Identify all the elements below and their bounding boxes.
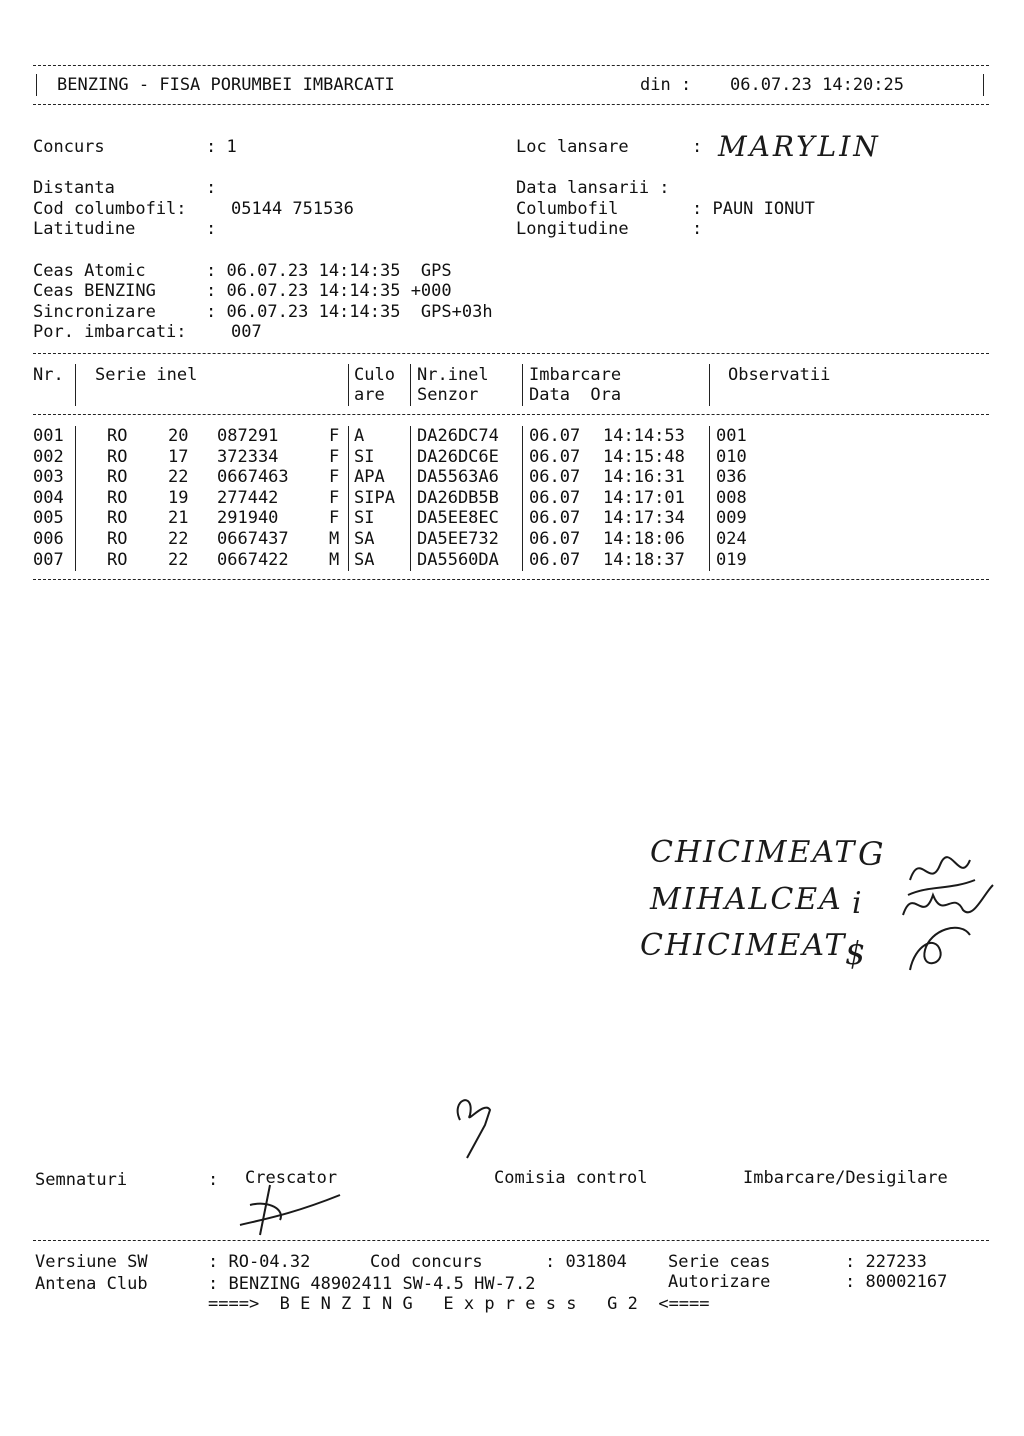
cell-senzor: DA5563A6 xyxy=(417,467,499,488)
col-divider xyxy=(348,364,349,406)
header-right-bar xyxy=(983,74,984,96)
distanta-value: : xyxy=(206,178,217,198)
cell-nr: 003 xyxy=(33,467,64,488)
handwritten-note: MIHALCEA xyxy=(650,882,843,917)
col-header-nrinel-2: Senzor xyxy=(417,385,479,405)
col-divider xyxy=(709,426,710,571)
signature-scribble xyxy=(230,1180,350,1240)
cell-serie: 0667463 xyxy=(217,467,289,488)
cell-an: 22 xyxy=(168,467,189,488)
cell-serie: 277442 xyxy=(217,487,279,508)
loc-lansare-colon: : xyxy=(692,137,703,157)
footer-rule xyxy=(33,1240,989,1241)
cell-senzor: DA5EE8EC xyxy=(417,508,499,529)
col-divider xyxy=(75,364,76,406)
header-left-bar xyxy=(36,74,37,96)
cell-tara: RO xyxy=(107,467,128,488)
cell-nr: 005 xyxy=(33,508,64,529)
col-divider xyxy=(709,364,710,406)
cod-concurs-value: : 031804 xyxy=(545,1252,627,1272)
clock-label: Ceas BENZING xyxy=(33,281,156,301)
clock-value: : 06.07.23 14:14:35 GPS+03h xyxy=(206,302,493,322)
signature-scribble xyxy=(445,1080,505,1160)
cell-data: 06.07 xyxy=(529,467,581,488)
cell-sex: F xyxy=(329,487,340,508)
antena-label: Antena Club xyxy=(35,1274,148,1294)
crescator-label: Crescator xyxy=(245,1168,338,1188)
cell-ora: 14:16:31 xyxy=(603,467,685,488)
cell-observatii: 008 xyxy=(716,487,747,508)
col-header-nr: Nr. xyxy=(33,365,64,385)
cell-data: 06.07 xyxy=(529,426,581,446)
handwritten-note: CHICIMEAT xyxy=(650,835,857,870)
benzing-banner: ====> B E N Z I N G E x p r e s s G 2 <==== xyxy=(208,1294,710,1314)
cell-senzor: DA5560DA xyxy=(417,549,499,570)
cell-tara: RO xyxy=(107,487,128,508)
cell-data: 06.07 xyxy=(529,446,581,467)
cell-sex: M xyxy=(329,549,340,570)
cell-ora: 14:18:06 xyxy=(603,529,685,549)
cell-tara: RO xyxy=(107,529,128,549)
data-lansarii-label: Data lansarii : xyxy=(516,178,670,198)
cell-senzor: DA26DB5B xyxy=(417,487,499,508)
cell-tara: RO xyxy=(107,426,128,446)
din-label: din : xyxy=(640,75,692,95)
cell-sex: F xyxy=(329,426,340,446)
latitudine-label: Latitudine xyxy=(33,219,136,239)
cod-columbofil-label: Cod columbofil: xyxy=(33,199,187,219)
cell-sex: F xyxy=(329,446,340,467)
cell-serie: 0667422 xyxy=(217,549,289,570)
concurs-value: : 1 xyxy=(206,137,237,157)
cell-culoare: SI xyxy=(354,446,375,467)
cell-an: 21 xyxy=(168,508,189,529)
autorizare-value: : 80002167 xyxy=(845,1272,948,1292)
cod-columbofil-value: 05144 751536 xyxy=(231,199,354,219)
cell-tara: RO xyxy=(107,549,128,570)
cell-an: 20 xyxy=(168,426,189,446)
cell-an: 22 xyxy=(168,529,189,549)
comisia-label: Comisia control xyxy=(494,1168,648,1188)
cell-data: 06.07 xyxy=(529,508,581,529)
cell-culoare: SA xyxy=(354,529,375,549)
imbarcare-desigilare-label: Imbarcare/Desigilare xyxy=(743,1168,948,1188)
cell-culoare: A xyxy=(354,426,365,446)
handwritten-mark: G xyxy=(858,835,884,873)
cell-ora: 14:17:34 xyxy=(603,508,685,529)
cell-tara: RO xyxy=(107,446,128,467)
distanta-label: Distanta xyxy=(33,178,115,198)
por-imbarcati-value: 007 xyxy=(231,322,262,342)
cell-culoare: SA xyxy=(354,549,375,570)
loc-lansare-handwritten: MARYLIN xyxy=(718,130,881,163)
cell-nr: 004 xyxy=(33,487,64,508)
cell-serie: 0667437 xyxy=(217,529,289,549)
cell-observatii: 036 xyxy=(716,467,747,488)
handwritten-mark: $ xyxy=(845,934,866,972)
col-header-culoare: Culo xyxy=(354,365,395,385)
loc-lansare-label: Loc lansare xyxy=(516,137,629,157)
cell-nr: 001 xyxy=(33,426,64,446)
handwritten-mark: i xyxy=(852,886,862,921)
cell-sex: M xyxy=(329,529,340,549)
cell-observatii: 009 xyxy=(716,508,747,529)
cell-ora: 14:14:53 xyxy=(603,426,685,446)
versiune-value: : RO-04.32 xyxy=(208,1252,311,1272)
col-divider xyxy=(410,364,411,406)
col-header-imbarcare-2: Data Ora xyxy=(529,385,622,405)
cell-data: 06.07 xyxy=(529,487,581,508)
columbofil-label: Columbofil xyxy=(516,199,619,219)
cell-serie: 372334 xyxy=(217,446,279,467)
cell-nr: 007 xyxy=(33,549,64,570)
col-header-observatii: Observatii xyxy=(728,365,831,385)
col-header-imbarcare: Imbarcare xyxy=(529,365,622,385)
cell-ora: 14:15:48 xyxy=(603,446,685,467)
cell-data: 06.07 xyxy=(529,549,581,570)
columbofil-value: : PAUN IONUT xyxy=(692,199,815,219)
cell-serie: 291940 xyxy=(217,508,279,529)
table-header-rule xyxy=(33,414,989,415)
latitudine-value: : xyxy=(206,219,217,239)
table-bottom-rule xyxy=(33,579,989,580)
handwritten-note: CHICIMEAT xyxy=(640,928,847,963)
serie-ceas-label: Serie ceas xyxy=(668,1252,771,1272)
col-divider xyxy=(348,426,349,571)
din-value: 06.07.23 14:20:25 xyxy=(730,75,904,95)
cell-tara: RO xyxy=(107,508,128,529)
cell-senzor: DA26DC74 xyxy=(417,426,499,446)
clock-value: : 06.07.23 14:14:35 +000 xyxy=(206,281,452,301)
cell-ora: 14:18:37 xyxy=(603,549,685,570)
por-imbarcati-label: Por. imbarcati: xyxy=(33,322,187,342)
semnaturi-colon: : xyxy=(208,1170,219,1190)
header-top-rule xyxy=(33,65,989,66)
table-top-rule xyxy=(33,353,989,354)
page-title: BENZING - FISA PORUMBEI IMBARCATI xyxy=(57,75,395,95)
col-header-nrinel: Nr.inel xyxy=(417,365,489,385)
col-divider xyxy=(522,426,523,571)
col-header-culoare-2: are xyxy=(354,385,385,405)
cell-an: 22 xyxy=(168,549,189,570)
cell-observatii: 019 xyxy=(716,549,747,570)
col-divider xyxy=(410,426,411,571)
semnaturi-label: Semnaturi xyxy=(35,1170,128,1190)
cell-sex: F xyxy=(329,508,340,529)
longitudine-value: : xyxy=(692,219,703,239)
longitudine-label: Longitudine xyxy=(516,219,629,239)
cell-observatii: 001 xyxy=(716,426,747,446)
header-bottom-rule xyxy=(33,104,989,105)
cell-an: 19 xyxy=(168,487,189,508)
serie-ceas-value: : 227233 xyxy=(845,1252,927,1272)
signature-scribble xyxy=(900,915,980,985)
cell-senzor: DA26DC6E xyxy=(417,446,499,467)
col-header-serie: Serie inel xyxy=(95,365,198,385)
cell-nr: 002 xyxy=(33,446,64,467)
cell-culoare: APA xyxy=(354,467,385,488)
clock-value: : 06.07.23 14:14:35 GPS xyxy=(206,261,452,281)
cell-culoare: SI xyxy=(354,508,375,529)
concurs-label: Concurs xyxy=(33,137,105,157)
cell-serie: 087291 xyxy=(217,426,279,446)
cell-nr: 006 xyxy=(33,529,64,549)
col-divider xyxy=(75,426,76,571)
cell-an: 17 xyxy=(168,446,189,467)
antena-value: : BENZING 48902411 SW-4.5 HW-7.2 xyxy=(208,1274,536,1294)
cell-ora: 14:17:01 xyxy=(603,487,685,508)
cell-data: 06.07 xyxy=(529,529,581,549)
autorizare-label: Autorizare xyxy=(668,1272,771,1292)
col-divider xyxy=(522,364,523,406)
cell-senzor: DA5EE732 xyxy=(417,529,499,549)
clock-label: Ceas Atomic xyxy=(33,261,146,281)
cell-observatii: 024 xyxy=(716,529,747,549)
cell-observatii: 010 xyxy=(716,446,747,467)
versiune-label: Versiune SW xyxy=(35,1252,148,1272)
cod-concurs-label: Cod concurs xyxy=(370,1252,483,1272)
cell-sex: F xyxy=(329,467,340,488)
clock-label: Sincronizare xyxy=(33,302,156,322)
cell-culoare: SIPA xyxy=(354,487,395,508)
